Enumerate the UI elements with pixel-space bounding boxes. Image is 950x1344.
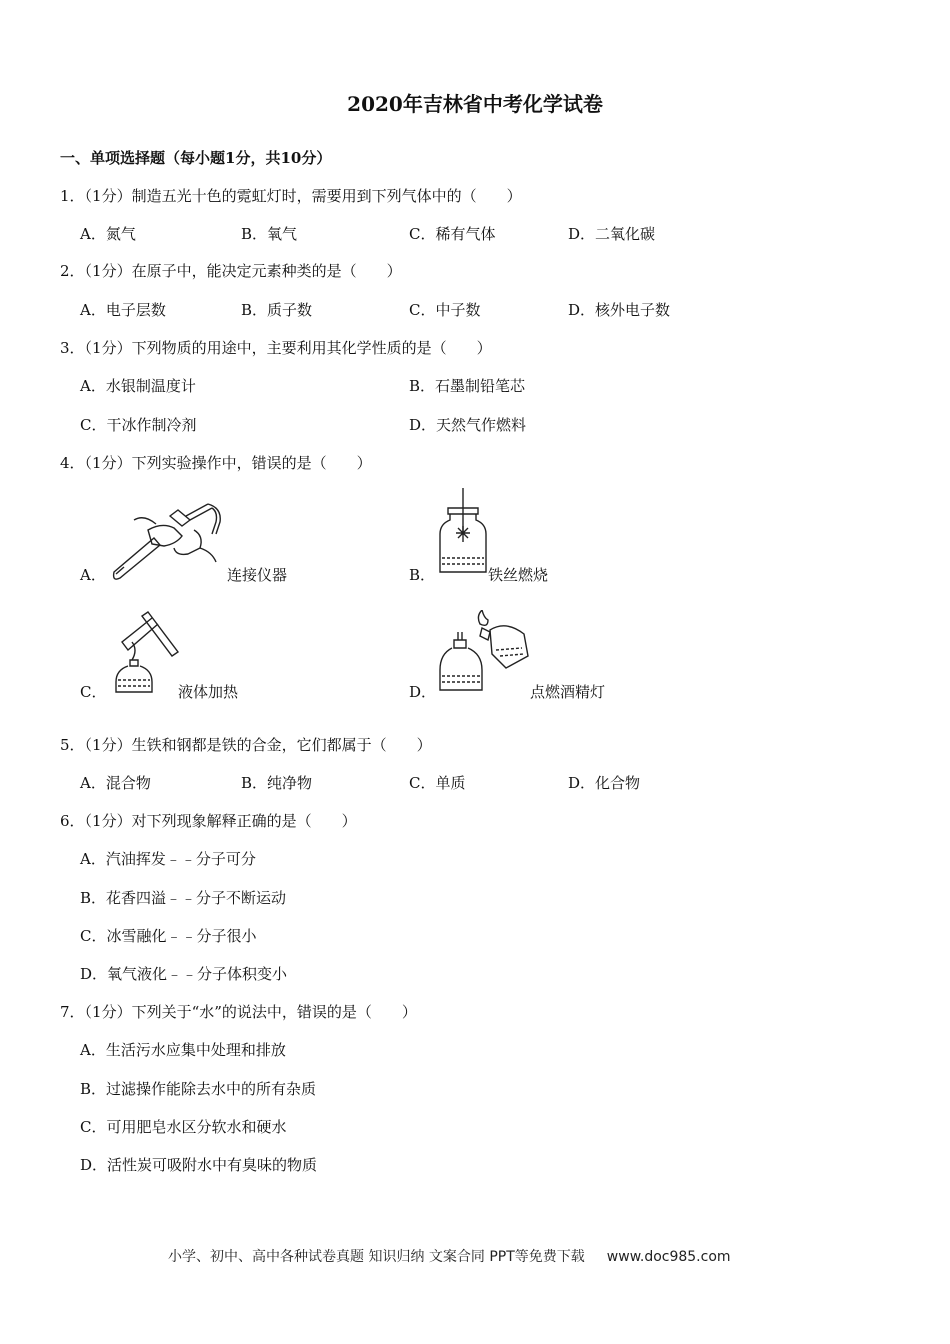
q4-option-d-letter: D．	[409, 683, 437, 701]
page-footer	[168, 1246, 731, 1266]
footer-url-link[interactable]: www.doc985.com	[606, 1249, 731, 1265]
question-6-stem: 6．（1分）对下列现象解释正确的是（ ）	[60, 812, 357, 830]
footer-text: 小学、初中、高中各种试卷真题 知识归纳 文案合同 PPT等免费下载	[168, 1249, 585, 1265]
connect-apparatus-figure	[104, 500, 229, 582]
q4-option-c-letter: C．	[80, 683, 107, 701]
page-title: 2020年吉林省中考化学试卷	[347, 92, 603, 116]
q2-option-b: B．质子数	[241, 301, 313, 319]
q2-option-a: A．电子层数	[80, 301, 166, 319]
q7-option-a: A．生活污水应集中处理和排放	[80, 1041, 286, 1059]
q6-option-a: A．汽油挥发﹣﹣分子可分	[80, 850, 256, 868]
iron-wire-burning-figure	[436, 488, 490, 578]
q5-option-d: D．化合物	[568, 774, 641, 792]
q4-option-b-caption: 铁丝燃烧	[488, 566, 549, 584]
q6-option-d: D．氧气液化﹣﹣分子体积变小	[80, 965, 288, 983]
question-4-stem: 4．（1分）下列实验操作中，错误的是（ ）	[60, 454, 372, 472]
q2-option-d: D．核外电子数	[568, 301, 671, 319]
q1-option-c: C．稀有气体	[409, 225, 496, 243]
q1-option-b: B．氧气	[241, 225, 298, 243]
q4-option-a-letter: A．	[80, 566, 106, 584]
q1-option-a: A．氮气	[80, 225, 136, 243]
lighting-alcohol-lamp-figure	[436, 610, 532, 694]
q1-option-d: D．二氧化碳	[568, 225, 656, 243]
section-heading: 一、单项选择题（每小题1分，共10分）	[60, 149, 332, 167]
q3-option-b: B．石墨制铅笔芯	[409, 377, 526, 395]
question-5-stem: 5．（1分）生铁和钢都是铁的合金，它们都属于（ ）	[60, 736, 432, 754]
q3-option-a: A．水银制温度计	[80, 377, 196, 395]
question-1-stem: 1．（1分）制造五光十色的霓虹灯时，需要用到下列气体中的（ ）	[60, 187, 522, 205]
q3-option-c: C．干冰作制冷剂	[80, 416, 197, 434]
q4-option-a-caption: 连接仪器	[227, 566, 288, 584]
q5-option-c: C．单质	[409, 774, 466, 792]
question-2-stem: 2．（1分）在原子中，能决定元素种类的是（ ）	[60, 262, 402, 280]
question-3-stem: 3．（1分）下列物质的用途中，主要利用其化学性质的是（ ）	[60, 339, 492, 357]
q2-option-c: C．中子数	[409, 301, 481, 319]
q7-option-b: B．过滤操作能除去水中的所有杂质	[80, 1080, 317, 1098]
question-7-stem: 7．（1分）下列关于“水”的说法中，错误的是（ ）	[60, 1003, 417, 1021]
q4-option-d-caption: 点燃酒精灯	[530, 683, 606, 701]
q6-option-c: C．冰雪融化﹣﹣分子很小	[80, 927, 257, 945]
heating-liquid-figure	[108, 608, 183, 696]
q4-option-b-letter: B．	[409, 566, 436, 584]
q7-option-c: C．可用肥皂水区分软水和硬水	[80, 1118, 287, 1136]
q5-option-b: B．纯净物	[241, 774, 313, 792]
q5-option-a: A．混合物	[80, 774, 151, 792]
q7-option-d: D．活性炭可吸附水中有臭味的物质	[80, 1156, 318, 1174]
q4-option-c-caption: 液体加热	[178, 683, 239, 701]
q6-option-b: B．花香四溢﹣﹣分子不断运动	[80, 889, 287, 907]
q3-option-d: D．天然气作燃料	[409, 416, 527, 434]
